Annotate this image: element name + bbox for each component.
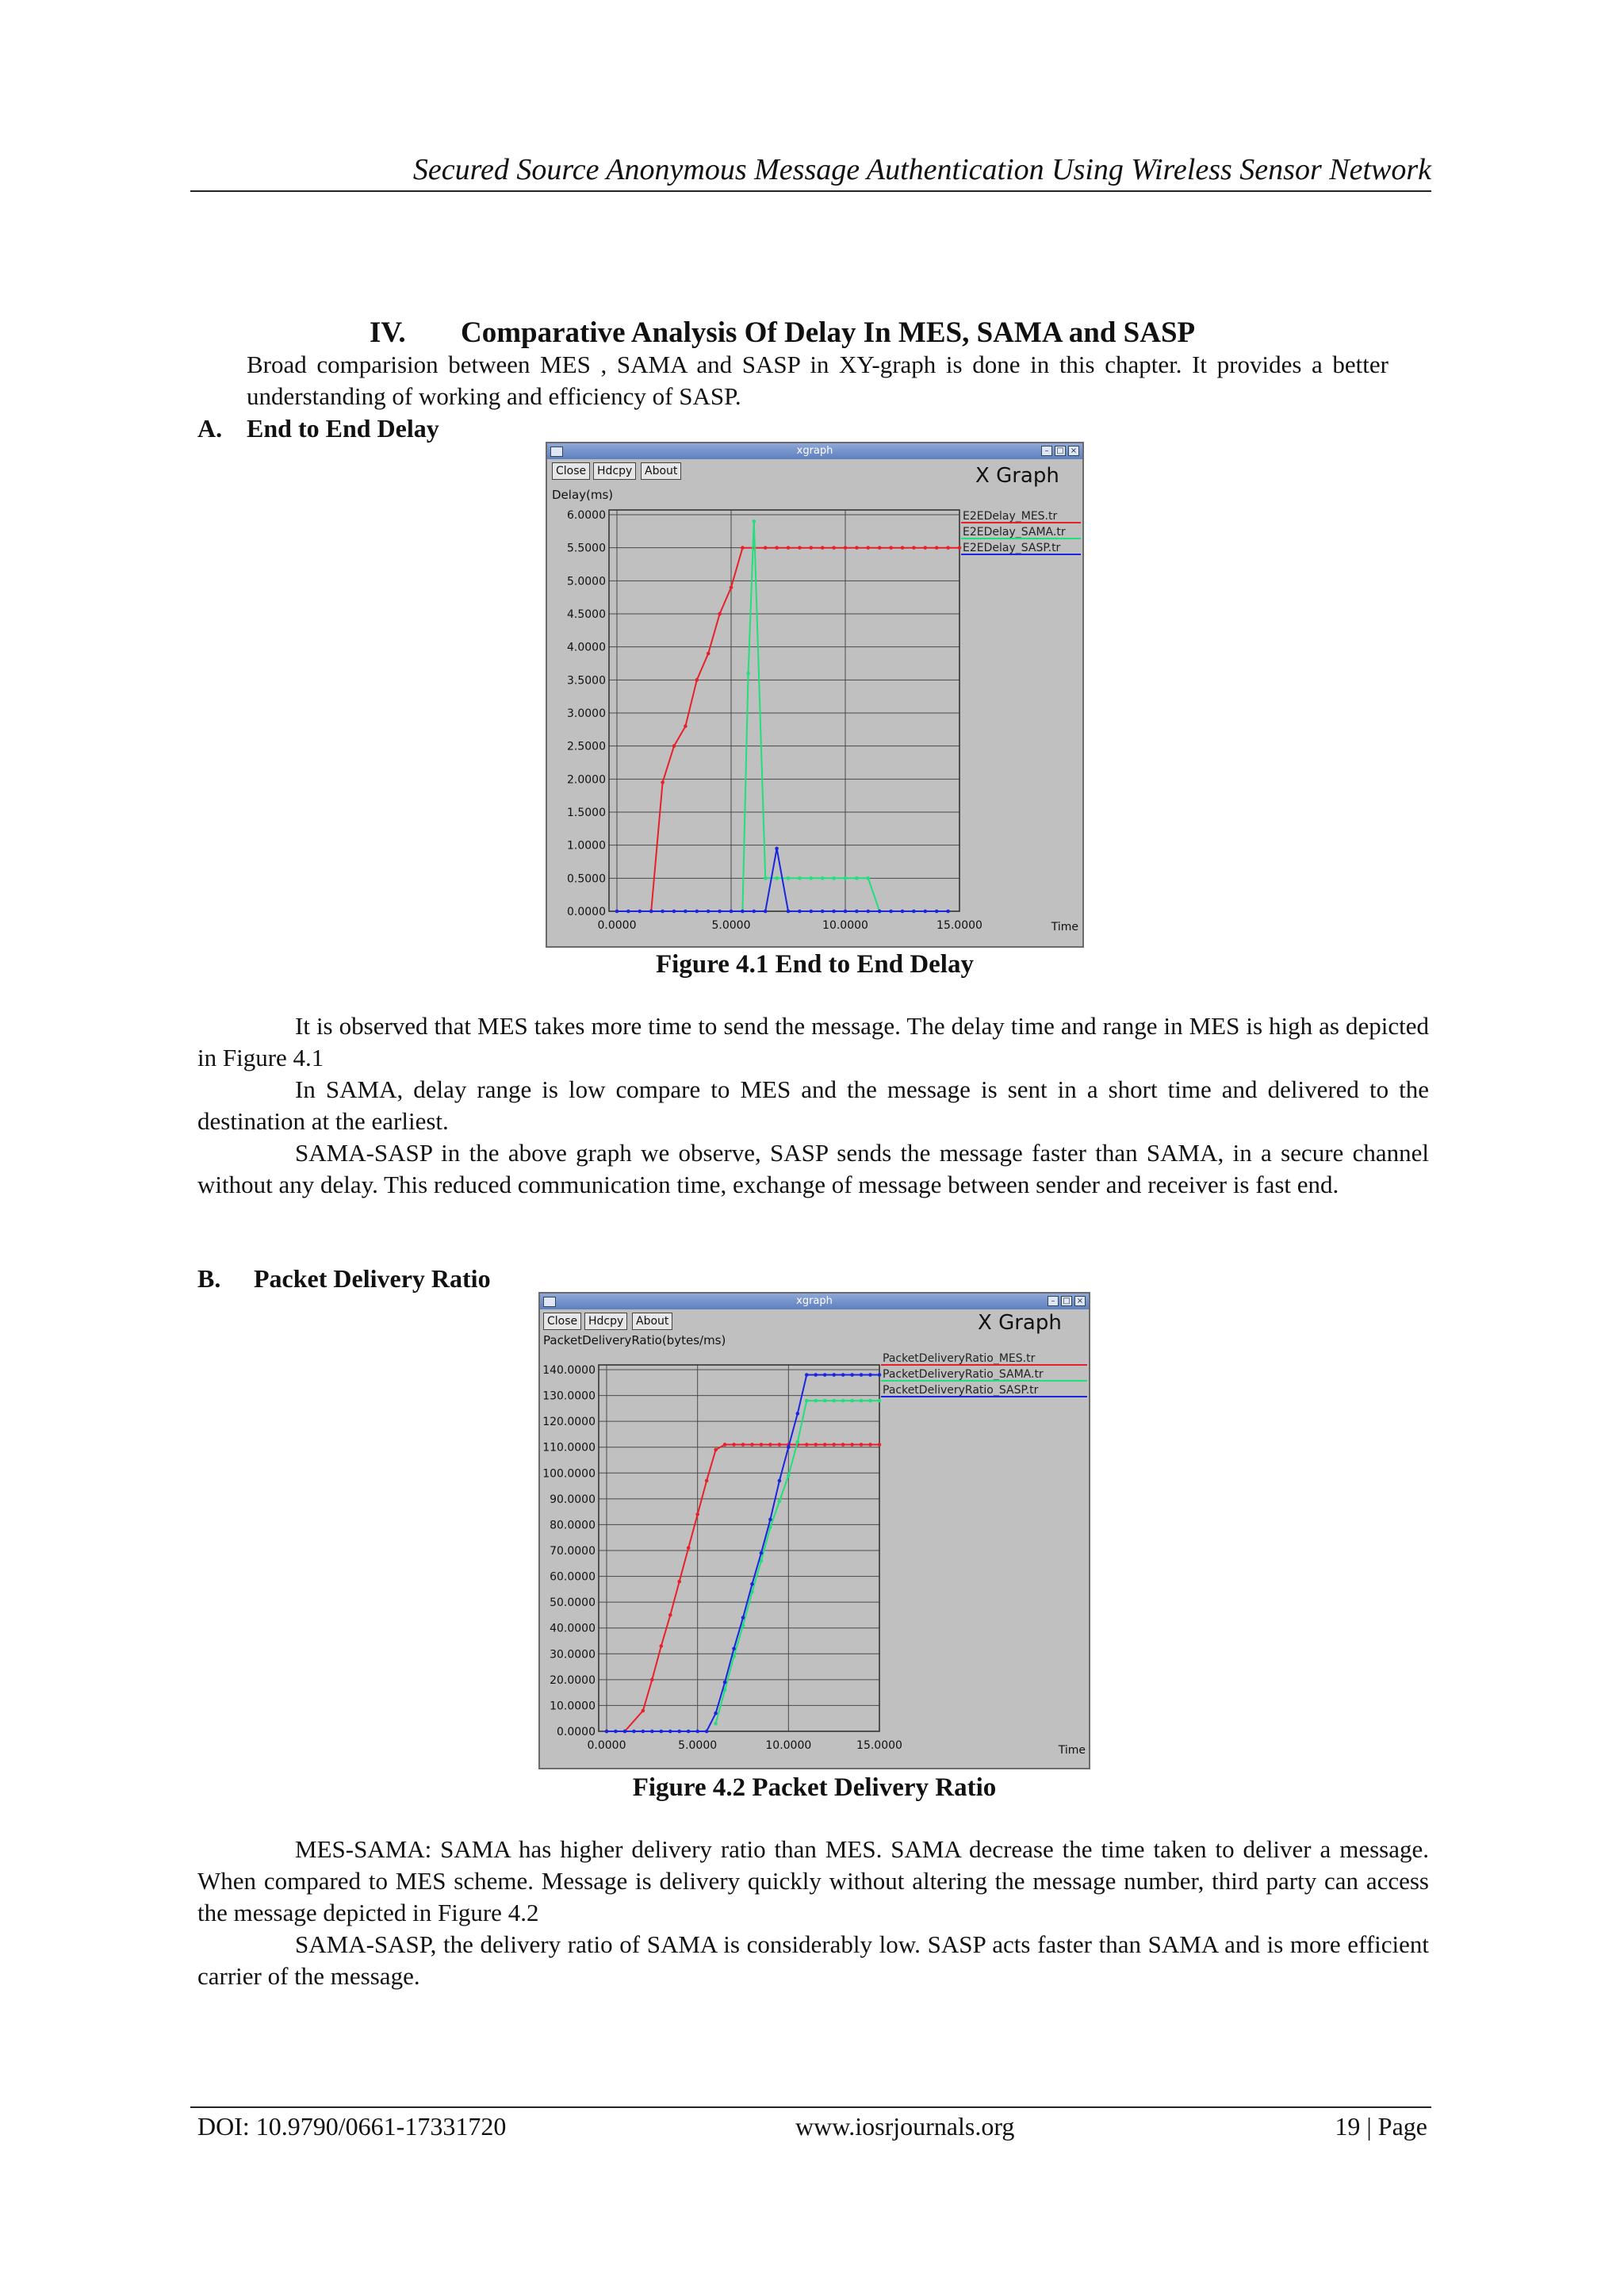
data-point (878, 546, 882, 550)
y-tick-label: 4.5000 (567, 608, 606, 621)
data-point (787, 876, 791, 880)
data-point (946, 546, 950, 550)
y-axis-label: PacketDeliveryRatio(bytes/ms) (543, 1333, 726, 1347)
section-number: IV. (370, 316, 406, 349)
data-point (787, 910, 791, 914)
data-point (867, 876, 871, 880)
data-point (787, 546, 791, 550)
data-point (860, 1399, 864, 1403)
data-point (695, 1730, 699, 1734)
x-tick-label: 5.0000 (678, 1739, 718, 1752)
y-tick-label: 5.5000 (567, 542, 606, 555)
data-point (796, 1440, 800, 1444)
data-point (750, 1443, 754, 1447)
data-point (855, 546, 859, 550)
y-tick-label: 70.0000 (550, 1545, 596, 1558)
data-point (805, 1399, 809, 1403)
data-point (787, 1474, 791, 1478)
y-tick-label: 1.5000 (567, 807, 606, 819)
subsection-a-title: End to End Delay (247, 414, 439, 443)
x-tick-label: 0.0000 (587, 1739, 626, 1752)
data-point (778, 1443, 782, 1447)
data-point (718, 910, 722, 914)
hdcpy-button[interactable]: Hdcpy (593, 462, 636, 480)
y-tick-label: 3.5000 (567, 674, 606, 688)
x-tick-label: 5.0000 (711, 919, 751, 932)
data-point (912, 546, 916, 550)
data-point (760, 1551, 764, 1555)
data-point (821, 910, 825, 914)
series-line-2 (607, 1375, 879, 1732)
data-point (901, 546, 905, 550)
data-point (841, 1373, 845, 1377)
data-point (741, 910, 745, 914)
data-point (878, 1443, 882, 1447)
data-point (844, 546, 848, 550)
series-line-1 (742, 521, 879, 911)
data-point (695, 678, 699, 682)
data-point (841, 1399, 845, 1403)
data-point (760, 1443, 764, 1447)
y-tick-label: 20.0000 (550, 1673, 596, 1687)
data-point (823, 1443, 827, 1447)
data-point (695, 1512, 699, 1516)
y-tick-label: 120.0000 (542, 1416, 596, 1429)
data-point (868, 1373, 872, 1377)
data-point (878, 910, 882, 914)
data-point (605, 1730, 609, 1734)
x-axis-label: Time (1058, 1744, 1086, 1757)
footer-rule (190, 2106, 1431, 2108)
hdcpy-button[interactable]: Hdcpy (584, 1313, 627, 1330)
data-point (867, 910, 871, 914)
data-point (805, 1373, 809, 1377)
about-button[interactable]: About (641, 462, 681, 480)
data-point (650, 1730, 654, 1734)
x-tick-label: 0.0000 (597, 919, 637, 932)
plot-frame (609, 510, 959, 911)
data-point (764, 546, 768, 550)
y-tick-label: 1.0000 (567, 839, 606, 853)
data-point (705, 1730, 709, 1734)
delay-chart (547, 443, 1082, 946)
footer-page: 19 | Page (1335, 2112, 1427, 2141)
para-b-1: MES-SAMA: SAMA has higher delivery ratio than MES. SAMA decrease the time taken to deliver a message. When compared to MES scheme. Message is delivery quickly without altering the message number, third party can access the message depicted in Figure 4.2 (197, 1835, 1429, 1926)
y-tick-label: 10.0000 (550, 1700, 596, 1713)
minimize-icon[interactable]: – (1041, 446, 1052, 456)
y-tick-label: 0.0000 (557, 1726, 596, 1738)
y-tick-label: 30.0000 (550, 1648, 596, 1662)
data-point (723, 1681, 727, 1685)
data-point (814, 1373, 818, 1377)
data-point (684, 724, 688, 728)
data-point (810, 876, 814, 880)
x-tick-label: 15.0000 (936, 919, 982, 932)
x-axis-label: Time (1051, 921, 1078, 933)
data-point (775, 546, 779, 550)
y-axis-label: Delay(ms) (552, 488, 614, 502)
data-point (660, 1644, 664, 1648)
data-point (901, 910, 905, 914)
data-point (958, 546, 962, 550)
y-tick-label: 60.0000 (550, 1570, 596, 1584)
section-intro: Broad comparision between MES , SAMA and SASP in XY-graph is done in this chapter. It provides a better understanding of working and efficiency of SASP. (247, 351, 1388, 410)
window-title: xgraph (796, 1295, 833, 1307)
data-point (668, 1613, 672, 1617)
plot-frame (599, 1365, 879, 1731)
data-point (687, 1546, 691, 1550)
para-a-2: In SAMA, delay range is low compare to MES and the message is sent in a short time and delivered to the destination at the earliest. (197, 1075, 1429, 1135)
data-point (632, 1730, 636, 1734)
subsection-b-title: Packet Delivery Ratio (254, 1264, 491, 1293)
data-point (867, 546, 871, 550)
data-point (878, 1373, 882, 1377)
data-point (661, 910, 665, 914)
y-tick-label: 0.5000 (567, 872, 606, 886)
data-point (730, 585, 733, 589)
data-point (821, 546, 825, 550)
data-point (832, 1399, 836, 1403)
x-tick-label: 10.0000 (822, 919, 868, 932)
data-point (746, 672, 750, 676)
data-point (868, 1443, 872, 1447)
y-tick-label: 110.0000 (542, 1441, 596, 1455)
series-line-2 (617, 849, 948, 911)
data-point (732, 1646, 736, 1650)
data-point (935, 546, 939, 550)
data-point (810, 910, 814, 914)
legend-label: E2EDelay_MES.tr (963, 510, 1058, 523)
data-point (695, 910, 699, 914)
data-point (718, 612, 722, 616)
data-point (821, 876, 825, 880)
data-point (741, 546, 745, 550)
data-point (855, 876, 859, 880)
data-point (868, 1399, 872, 1403)
close-button[interactable]: Close (543, 1313, 581, 1330)
data-point (778, 1500, 782, 1504)
y-tick-label: 50.0000 (550, 1596, 596, 1610)
legend-label: PacketDeliveryRatio_SASP.tr (883, 1384, 1039, 1397)
series-line-0 (651, 548, 959, 911)
y-tick-label: 4.0000 (567, 641, 606, 654)
window-title: xgraph (796, 445, 833, 457)
data-point (912, 910, 916, 914)
data-point (860, 1443, 864, 1447)
data-point (778, 1479, 782, 1483)
data-point (798, 876, 802, 880)
data-point (832, 1373, 836, 1377)
data-point (775, 847, 779, 851)
y-tick-label: 3.0000 (567, 707, 606, 720)
data-point (707, 910, 710, 914)
maximize-icon[interactable]: □ (1061, 1296, 1072, 1306)
data-point (814, 1399, 818, 1403)
data-point (649, 910, 653, 914)
y-tick-label: 0.0000 (567, 906, 606, 918)
y-tick-label: 6.0000 (567, 509, 606, 522)
footer-site: www.iosrjournals.org (795, 2112, 1015, 2141)
y-tick-label: 5.0000 (567, 575, 606, 588)
data-point (677, 1580, 681, 1584)
data-point (805, 1443, 809, 1447)
data-point (832, 910, 836, 914)
section-title: Comparative Analysis Of Delay In MES, SAMA and SASP (461, 316, 1196, 349)
data-point (768, 1443, 772, 1447)
data-point (946, 910, 950, 914)
data-point (750, 1582, 754, 1586)
y-tick-label: 140.0000 (542, 1364, 596, 1377)
data-point (614, 1730, 618, 1734)
data-point (796, 1412, 800, 1416)
xgraph-window-delay (546, 442, 1084, 948)
data-point (832, 876, 836, 880)
graph-title: X Graph (975, 464, 1059, 488)
data-point (823, 1373, 827, 1377)
subsection-a-label: A. (197, 414, 223, 443)
minimize-icon[interactable]: – (1048, 1296, 1059, 1306)
data-point (764, 910, 768, 914)
close-icon[interactable]: × (1074, 1296, 1086, 1306)
data-point (642, 1709, 645, 1713)
data-point (924, 910, 928, 914)
y-tick-label: 2.5000 (567, 740, 606, 753)
data-point (775, 876, 779, 880)
data-point (860, 1373, 864, 1377)
data-point (844, 910, 848, 914)
legend-label: PacketDeliveryRatio_MES.tr (883, 1352, 1036, 1365)
y-tick-label: 80.0000 (550, 1519, 596, 1532)
y-tick-label: 130.0000 (542, 1389, 596, 1403)
data-point (714, 1448, 718, 1452)
data-point (878, 1399, 882, 1403)
xgraph-window-pdr (538, 1292, 1090, 1769)
data-point (889, 546, 893, 550)
y-tick-label: 90.0000 (550, 1493, 596, 1506)
data-point (753, 519, 756, 523)
x-tick-label: 15.0000 (856, 1739, 902, 1752)
figure-1-caption: Figure 4.1 End to End Delay (656, 950, 974, 979)
pdr-chart (540, 1294, 1089, 1768)
data-point (855, 910, 859, 914)
data-point (832, 546, 836, 550)
data-point (798, 546, 802, 550)
data-point (638, 910, 642, 914)
data-point (687, 1730, 691, 1734)
data-point (660, 1730, 664, 1734)
legend-label: PacketDeliveryRatio_SAMA.tr (883, 1368, 1044, 1381)
y-tick-label: 100.0000 (542, 1467, 596, 1481)
y-tick-label: 2.0000 (567, 773, 606, 787)
y-tick-label: 40.0000 (550, 1622, 596, 1635)
footer-doi: DOI: 10.9790/0661-17331720 (197, 2112, 507, 2141)
para-a-1: It is observed that MES takes more time to send the message. The delay time and range in MES is high as depicted in Figure 4.1 (197, 1012, 1429, 1071)
figure-2-caption: Figure 4.2 Packet Delivery Ratio (632, 1773, 997, 1802)
data-point (705, 1479, 709, 1483)
data-point (650, 1678, 654, 1682)
header-rule (190, 190, 1431, 192)
data-point (844, 876, 848, 880)
data-point (768, 1518, 772, 1522)
data-point (889, 910, 893, 914)
data-point (741, 1616, 745, 1619)
data-point (787, 1445, 791, 1449)
data-point (730, 910, 733, 914)
data-point (841, 1443, 845, 1447)
close-button[interactable]: Close (552, 462, 590, 480)
legend-label: E2EDelay_SASP.tr (963, 542, 1061, 554)
data-point (850, 1373, 854, 1377)
subsection-b-label: B. (197, 1264, 221, 1293)
data-point (832, 1443, 836, 1447)
data-point (798, 910, 802, 914)
data-point (642, 1730, 645, 1734)
data-point (626, 910, 630, 914)
data-point (677, 1730, 681, 1734)
data-point (935, 910, 939, 914)
para-a-3: SAMA-SASP in the above graph we observe, SASP sends the message faster than SAMA, in a secure channel without any delay. This reduced communication time, exchange of message between sender and receiver is fast end. (197, 1139, 1429, 1198)
data-point (661, 780, 665, 784)
data-point (672, 910, 676, 914)
data-point (814, 1443, 818, 1447)
x-tick-label: 10.0000 (765, 1739, 812, 1752)
data-point (850, 1443, 854, 1447)
data-point (924, 546, 928, 550)
data-point (714, 1722, 718, 1726)
maximize-icon[interactable]: □ (1055, 446, 1066, 456)
series-line-1 (716, 1401, 879, 1723)
data-point (615, 910, 619, 914)
series-line-0 (607, 1445, 879, 1732)
data-point (707, 652, 710, 656)
legend-label: E2EDelay_SAMA.tr (963, 526, 1066, 539)
data-point (668, 1730, 672, 1734)
graph-title: X Graph (978, 1311, 1062, 1335)
data-point (741, 1443, 745, 1447)
data-point (714, 1711, 718, 1715)
data-point (623, 1730, 627, 1734)
running-header: Secured Source Anonymous Message Authentication Using Wireless Sensor Network (412, 153, 1431, 186)
para-b-2: SAMA-SASP, the delivery ratio of SAMA is considerably low. SASP acts faster than SAMA and is more efficient carrier of the message. (197, 1930, 1429, 1990)
data-point (732, 1443, 736, 1447)
data-point (850, 1399, 854, 1403)
data-point (684, 910, 688, 914)
data-point (723, 1443, 727, 1447)
about-button[interactable]: About (632, 1313, 672, 1330)
close-icon[interactable]: × (1068, 446, 1079, 456)
data-point (764, 876, 768, 880)
data-point (753, 910, 756, 914)
data-point (823, 1399, 827, 1403)
data-point (810, 546, 814, 550)
data-point (672, 744, 676, 748)
